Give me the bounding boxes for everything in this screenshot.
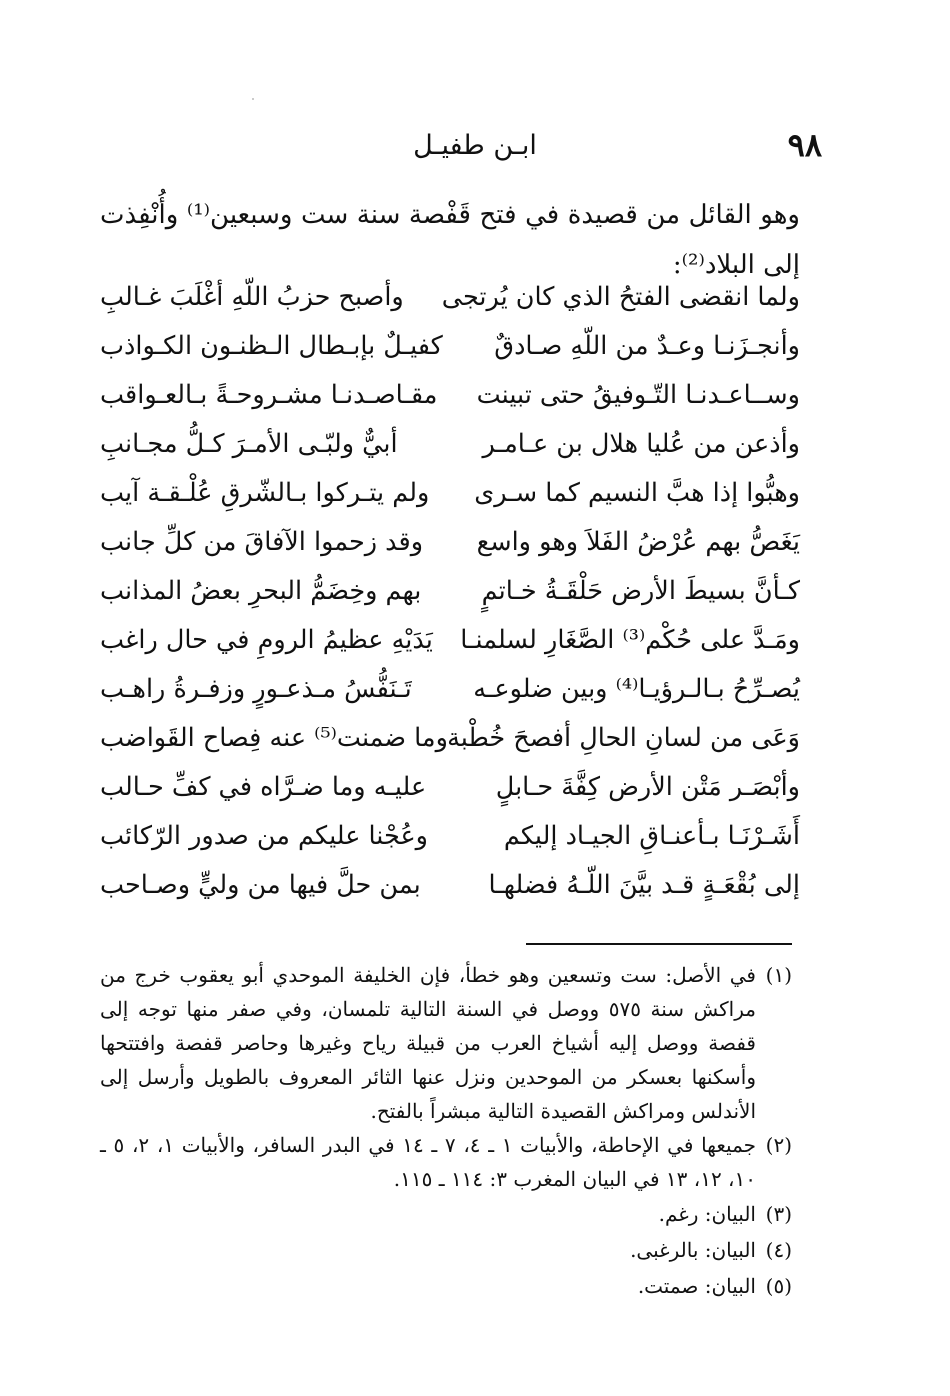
verse-first-hemistich: إلى بُقْعَـةٍ قـد بيَّنَ اللّـهُ فضلهـا — [488, 870, 800, 900]
verse-second-hemistich: عليـه وما ضـرَّاه في كفِّ حـالب — [100, 772, 427, 802]
verse-second-hemistich: مقـاصـدنـا مشـروحـةً بـالعـواقب — [100, 380, 438, 410]
intro-text: وهو القائل من قصيدة في فتح قَفْصة سنة ست وسبعين⁽¹⁾ وأُنْفِذت إلى البلاد⁽²⁾: — [100, 200, 800, 280]
footnote — [100, 1196, 792, 1232]
footnote-text: البيان: رغم. — [658, 1202, 756, 1226]
page-header — [0, 126, 950, 166]
footnote-text: جميعها في الإحاطة، والأبيات ١ ـ ٤، ٧ ـ ١٤ في البدر السافر، والأبيات ١، ٢، ٥ ـ ١٠، ١٢، ١٣ في البيان المغرب ٣: ١١٤ ـ ١١٥. — [100, 1133, 756, 1191]
verse — [100, 478, 800, 527]
footnote-number: (٢) — [765, 1133, 792, 1157]
verse-first-hemistich: ولما انقضى الفتحُ الذي كان يُرتجى — [441, 282, 800, 312]
verse — [100, 625, 800, 674]
verse — [100, 723, 800, 772]
verse-second-hemistich: بمن حلَّ فيها من وليٍّ وصـاحب — [100, 870, 421, 900]
verse — [100, 772, 800, 821]
verse-first-hemistich: يَغَصُّ بهم عُرْضُ الفَلاَ وهو واسع — [476, 527, 800, 557]
verse — [100, 674, 800, 723]
footnote-text: في الأصل: ست وتسعين وهو خطأ، فإن الخليفة الموحدي أبو يعقوب خرج من مراكش سنة ٥٧٥ ووصل في السنة التالية تلمسان، وفي صفر منها توجه إلى قفصة ووصل إليه أشياخ العرب من قبيلة رياح وغيرها وحاصر قفصة وافتتحها وأسكنها بعسكر من الموحدين ونزل عنها الثائر المعروف بالطويل وأرسل إلى الأندلس ومراكش القصيدة التالية مبشراً بالفتح. — [100, 963, 756, 1123]
verse-second-hemistich: وأصبح حزبُ اللّهِ أغْلَبَ غـالبِ — [100, 282, 404, 312]
footnote — [100, 958, 792, 1128]
verse-first-hemistich: ومَـدَّ على حُكْم⁽³⁾ الصَّغَارِ لسلمنـا — [460, 625, 800, 655]
verse — [100, 282, 800, 331]
footnote-text: البيان: بالرغبى. — [630, 1238, 756, 1262]
intro-paragraph — [100, 190, 800, 290]
verse-first-hemistich: كـأنَّ بسيطَ الأرض حَلْقَـةُ خـاتمٍ — [481, 576, 800, 606]
footnote — [100, 1128, 792, 1196]
verse-second-hemistich: بهم وخِضَمُّ البحرِ بعضُ المذانب — [100, 576, 422, 606]
scan-speck — [252, 98, 254, 100]
verse-first-hemistich: أَشَـرْنَـا بـأعنـاقِ الجيـاد إليكم — [503, 821, 800, 851]
verse-second-hemistich: كفيـلٌ بإبـطال الـظنـون الكـواذب — [100, 331, 443, 361]
footnote-number: (٥) — [765, 1274, 792, 1298]
verse — [100, 821, 800, 870]
verse-first-hemistich: وأنجـزَنـا وعـدٌ من اللّهِ صـادقٌ — [494, 331, 800, 361]
verse-second-hemistich: أبيٌّ ولبّـى الأمـرَ كـلُّ مجـانبِ — [100, 429, 398, 459]
verse — [100, 380, 800, 429]
verse — [100, 429, 800, 478]
verse-first-hemistich: يُصـرِّحُ بـالـرؤيـا⁽⁴⁾ وبين ضلوعـه — [473, 674, 800, 704]
verse-first-hemistich: وهبُّوا إذا هبَّ النسيم كما سـرى — [474, 478, 800, 508]
verse-second-hemistich: تَـنَفُّسُ مـذعـورٍ وزفـرةُ راهـب — [100, 674, 412, 704]
verse — [100, 576, 800, 625]
verse — [100, 331, 800, 380]
page-number: ٩٨ — [787, 126, 822, 164]
verse-first-hemistich: وأذعن من عُليا هلال بن عـامـر — [482, 429, 800, 459]
verse-second-hemistich: وما ضمنت⁽⁵⁾ عنه فِصاح القَواضب — [100, 723, 448, 753]
verse-first-hemistich: وَعَى من لسانِ الحالِ أفصحَ خُطْبة — [447, 723, 800, 753]
footnotes — [100, 958, 792, 1304]
verse-second-hemistich: وقد زحموا الآفاقَ من كلِّ جانب — [100, 527, 424, 557]
poem — [100, 282, 800, 919]
footnote-number: (٣) — [765, 1202, 792, 1226]
verse-first-hemistich: وأبْصَـر مَتْن الأرض كِفَّةَ حـابلٍ — [495, 772, 800, 802]
verse-first-hemistich: وســاعـدنـا التّـوفيقُ حتى تبينت — [476, 380, 800, 410]
footnote — [100, 1268, 792, 1304]
footnote-text: البيان: صمتت. — [637, 1274, 756, 1298]
verse — [100, 870, 800, 919]
verse-second-hemistich: ولم يتـركوا بـالشّرقِ عُلْـقـة آيب — [100, 478, 430, 508]
verse-second-hemistich: وعُجْنا عليكم من صدور الرّكائب — [100, 821, 428, 851]
footnote-number: (١) — [765, 963, 792, 987]
verse-second-hemistich: يَدَيْهِ عظيمُ الرومِ في حال راغب — [100, 625, 433, 655]
footnote-divider — [526, 943, 792, 945]
running-title: ابـن طفيـل — [413, 130, 537, 161]
footnote — [100, 1232, 792, 1268]
footnote-number: (٤) — [765, 1238, 792, 1262]
verse — [100, 527, 800, 576]
